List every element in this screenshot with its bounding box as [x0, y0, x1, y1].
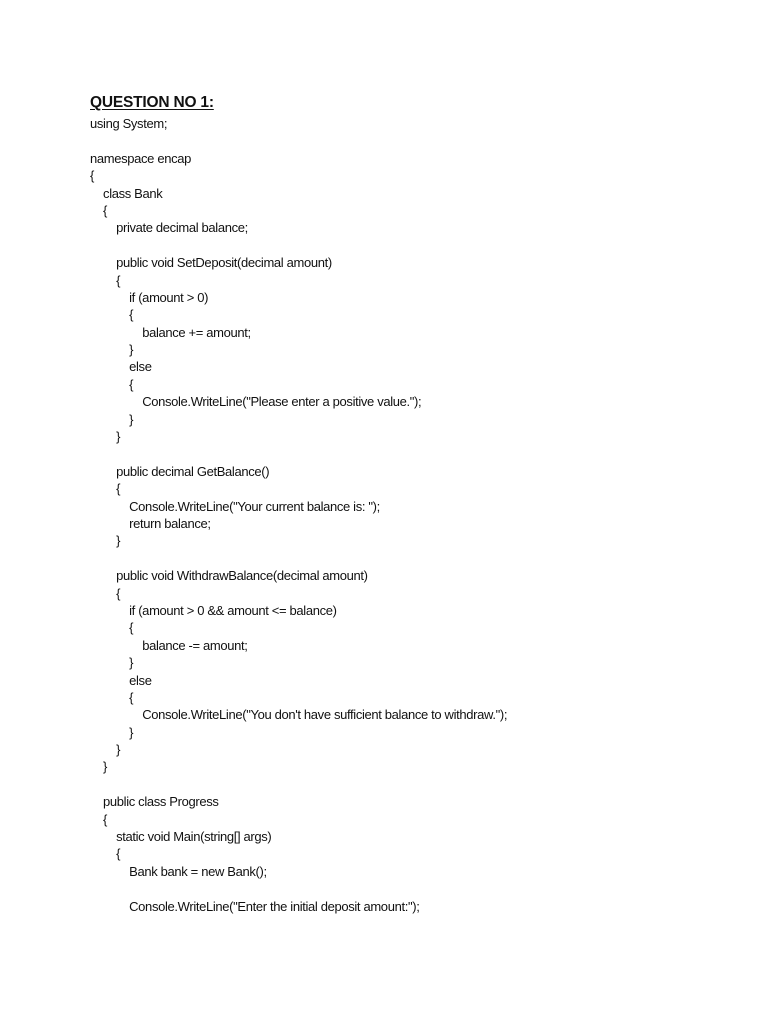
code-line: { — [90, 811, 108, 827]
code-line: } — [90, 533, 121, 549]
code-line — [90, 237, 507, 254]
code-block — [90, 115, 507, 915]
code-line: public class Progress — [90, 794, 219, 810]
code-line: public decimal GetBalance() — [90, 463, 270, 479]
code-line — [90, 550, 507, 567]
code-line: if (amount > 0) — [90, 289, 209, 305]
code-line: { — [90, 272, 121, 288]
code-line: { — [90, 376, 134, 392]
code-line: { — [90, 168, 94, 184]
code-line — [90, 445, 507, 462]
code-line: public void SetDeposit(decimal amount) — [90, 255, 332, 271]
code-line — [90, 880, 507, 897]
code-line: } — [90, 759, 108, 775]
code-line: Console.WriteLine("Your current balance is: "); — [90, 498, 380, 514]
code-line: using System; — [90, 116, 168, 131]
question-heading: QUESTION NO 1: — [90, 94, 214, 111]
code-line: class Bank — [90, 185, 163, 201]
code-line: } — [90, 724, 134, 740]
code-line: Console.WriteLine("Enter the initial deposit amount:"); — [90, 898, 420, 914]
code-line: return balance; — [90, 515, 211, 531]
code-line: } — [90, 411, 134, 427]
code-line: { — [90, 202, 108, 218]
code-line: balance -= amount; — [90, 637, 248, 653]
code-line: Console.WriteLine("You don't have sufficient balance to withdraw."); — [90, 707, 508, 723]
code-line: namespace encap — [90, 150, 191, 166]
code-line: static void Main(string[] args) — [90, 829, 272, 845]
code-line: { — [90, 585, 121, 601]
code-line: public void WithdrawBalance(decimal amount) — [90, 568, 368, 584]
code-line — [90, 132, 507, 149]
code-line: Console.WriteLine("Please enter a positive value."); — [90, 394, 422, 410]
code-line: else — [90, 359, 152, 375]
code-line: { — [90, 620, 134, 636]
code-line — [90, 776, 507, 793]
code-line: } — [90, 655, 134, 671]
code-line: { — [90, 689, 134, 705]
code-line: } — [90, 429, 121, 445]
code-line: Bank bank = new Bank(); — [90, 863, 267, 879]
code-line: } — [90, 342, 134, 358]
code-line: if (amount > 0 && amount <= balance) — [90, 602, 337, 618]
code-line: balance += amount; — [90, 324, 251, 340]
code-line: private decimal balance; — [90, 220, 248, 236]
code-line: else — [90, 672, 152, 688]
code-line: { — [90, 846, 121, 862]
code-line: { — [90, 307, 134, 323]
code-line: } — [90, 742, 121, 758]
code-line: { — [90, 481, 121, 497]
